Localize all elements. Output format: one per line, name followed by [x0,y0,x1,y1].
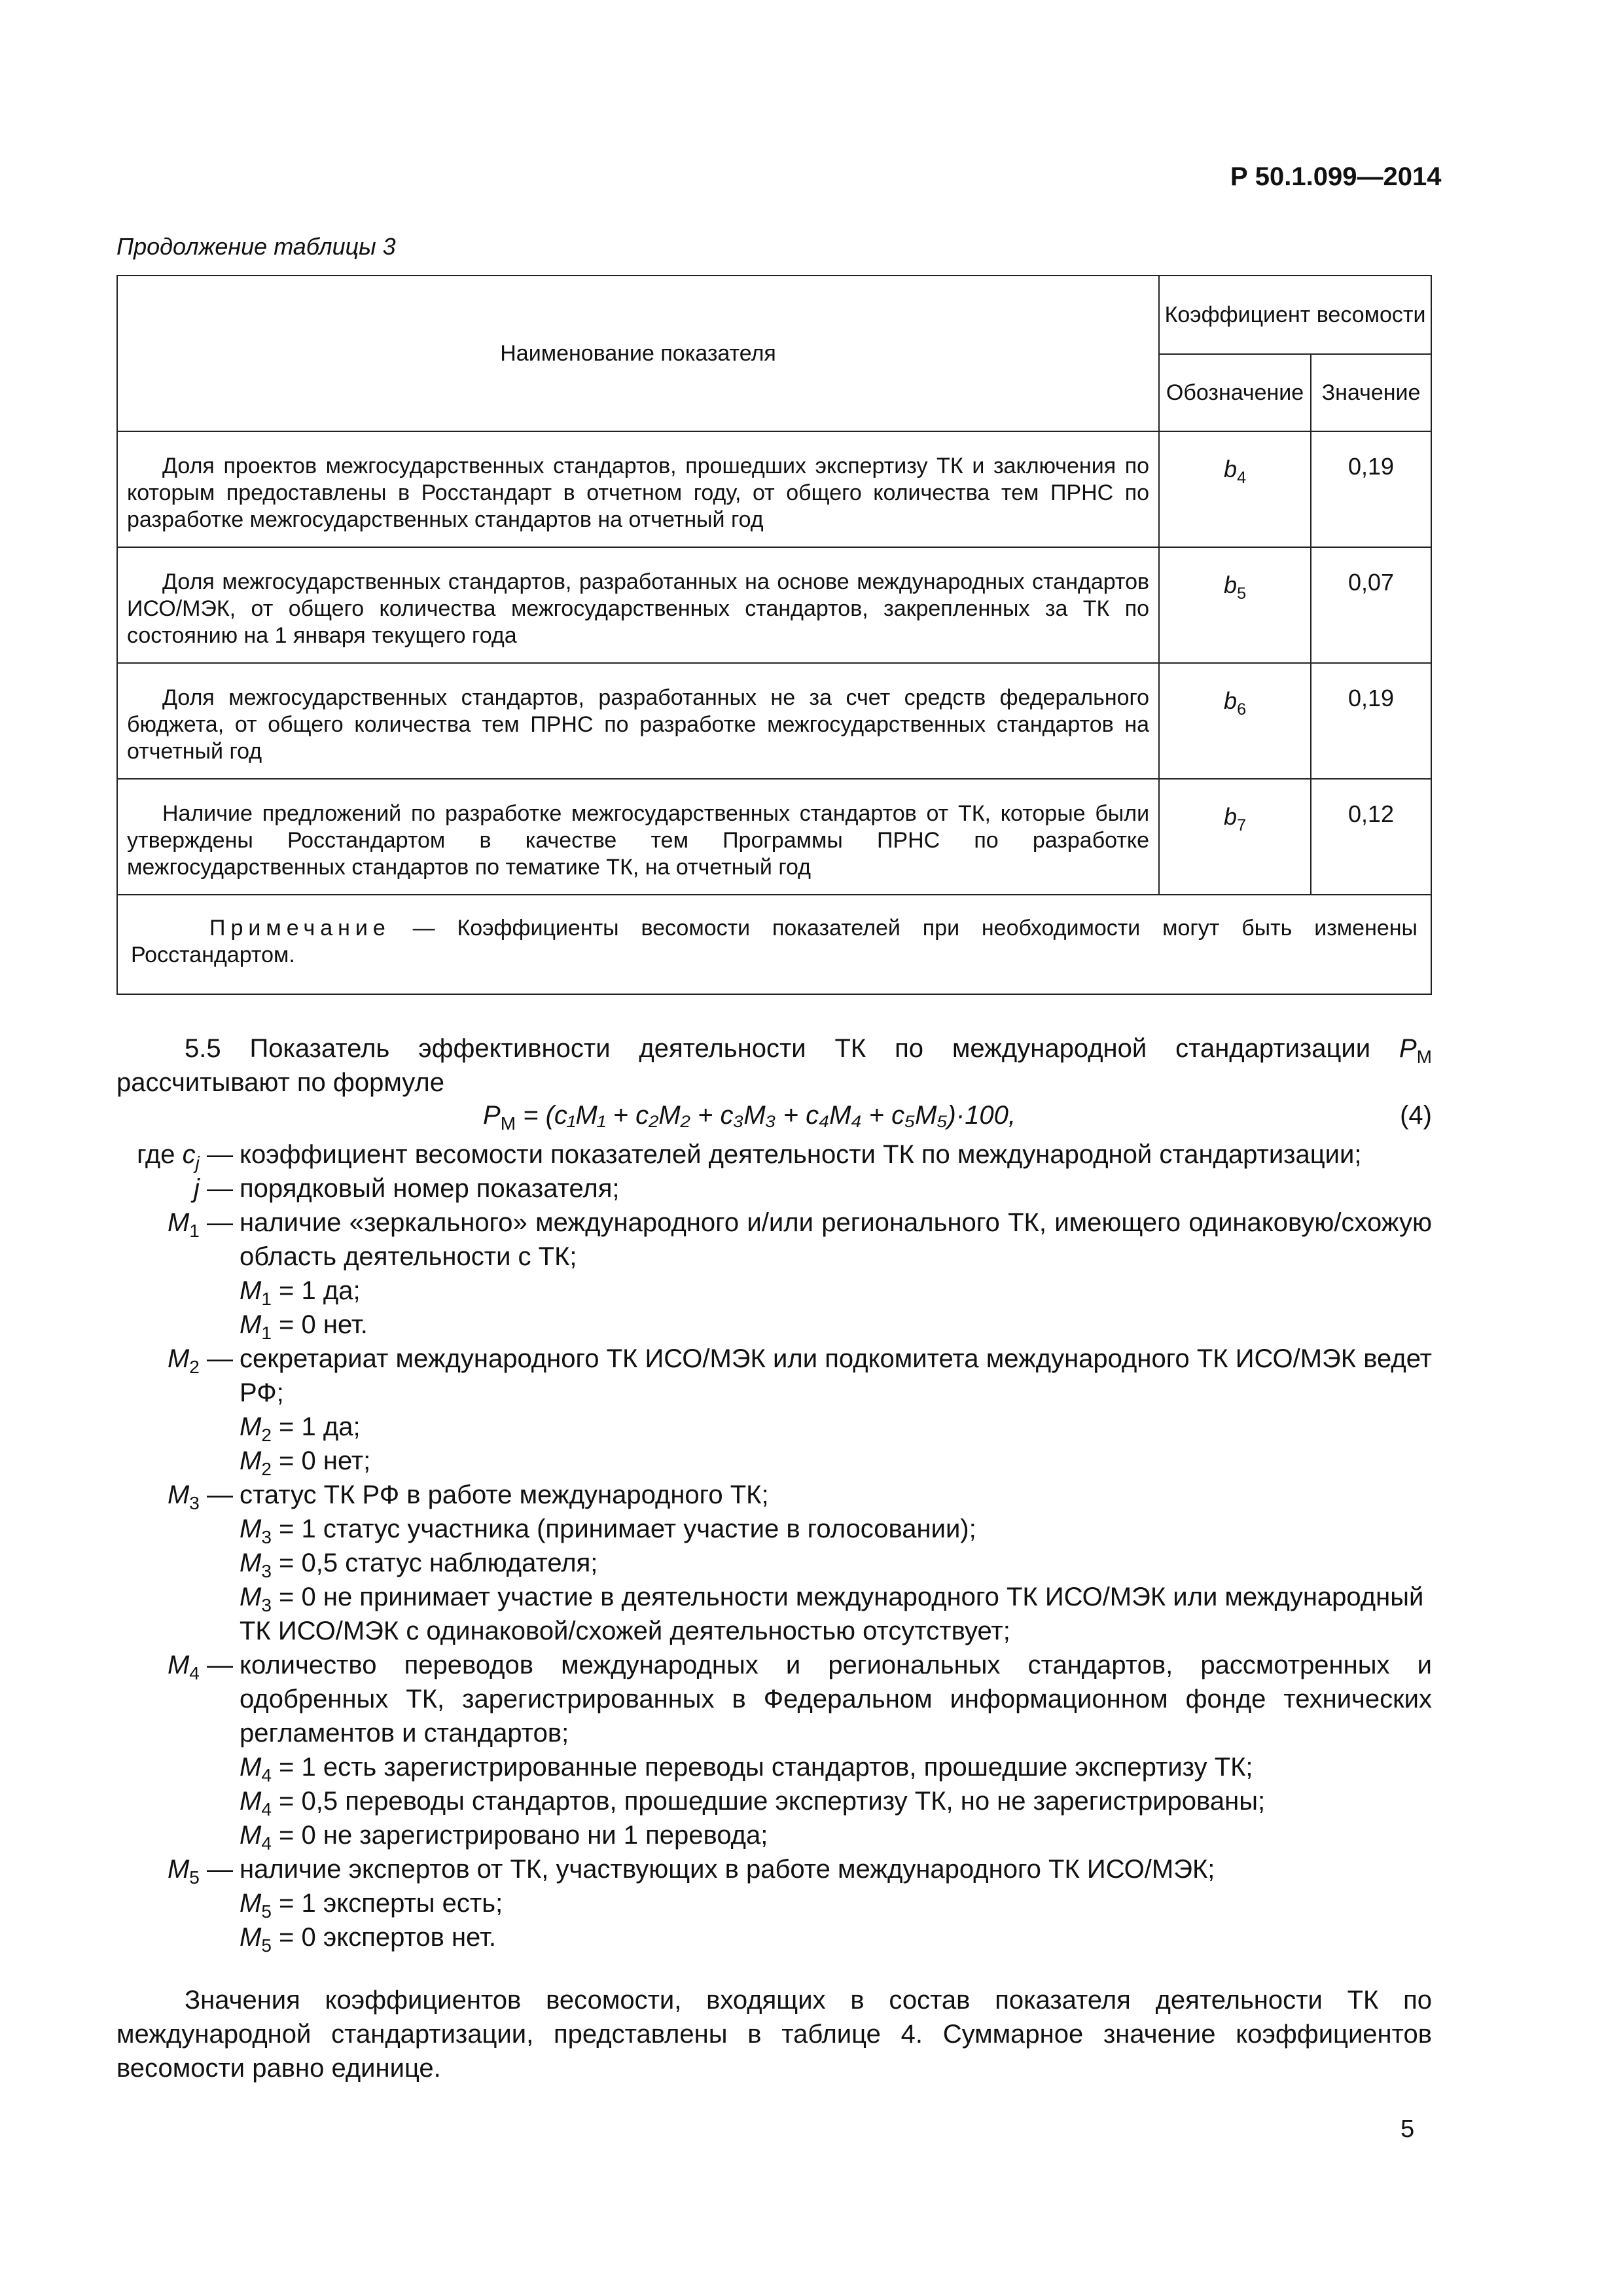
definition-value: $M_4 = 1$ есть зарегистрированные переводы стандартов, прошедшие экспертизу ТК; [240,1753,1253,1785]
definition-item [116,1172,1432,1206]
table-row [117,431,1431,547]
definition-text: наличие экспертов от ТК, участвующих в работе международного ТК ИСО/МЭК; [240,1855,1215,1884]
definition-value: $M_4 = 0$ не зарегистрировано ни 1 перевода; [240,1821,768,1854]
row-value: 0,19 [1311,663,1431,779]
definition-text: количество переводов международных и региональных стандартов, рассмотренных и одобренных ТК, зарегистрированных в Федеральном информационном фонде технических регламентов и стандартов; [240,1651,1432,1748]
table-continuation-caption: Продолжение таблицы 3 [116,233,396,260]
definition-term: $M_5$ — [167,1855,233,1888]
definition-value: $M_3 = 0$ не принимает участие в деятельности международного ТК ИСО/МЭК или международный ТК ИСО/МЭК с одинаковой/схожей деятельностью отсутствует; [240,1583,1424,1645]
definition-value: $M_3 = 1$ статус участника (принимает участие в голосовании); [240,1515,976,1547]
row-indicator-name: Доля межгосударственных стандартов, разработанных на основе международных стандартов ИСО/МЭК, от общего количества межгосударственных стандартов, закрепленных за ТК по состоянию на 1 января текущего года [117,547,1159,663]
definition-item [116,1478,1432,1512]
definition-value: $M_2 = 1$ да; [240,1412,361,1445]
row-value: 0,19 [1311,431,1431,547]
definition-term: $M_4$ — [167,1651,233,1683]
note-label: Примечание [209,916,391,941]
definition-value: $M_2 = 0$ нет; [240,1446,371,1479]
formula-expression: $P_M = (c_1M_1 + c_2M_2 + c_3M_3 + c_4M_4 + c_5M_5)\cdot 100$, [483,1101,1016,1134]
table-row [117,547,1431,663]
definition-term: $M_3$ — [167,1480,233,1513]
header-weight-coefficient: Коэффициент весомости [1159,276,1431,354]
header-symbol: Обозначение [1159,354,1311,431]
header-indicator-name: Наименование показателя [117,276,1159,431]
row-indicator-name: Доля межгосударственных стандартов, разработанных не за счет средств федерального бюджета, от общего количества тем ПРНС по разработке межгосударственных стандартов на отчетный год [117,663,1159,779]
definition-term: $M_1$ — [167,1208,233,1241]
document-code: Р 50.1.099—2014 [1230,162,1442,191]
row-symbol: $b_5$ [1159,547,1311,663]
table-row [117,779,1431,895]
section-intro: 5.5 Показатель эффективности деятельности ТК по международной стандартизации $P_M$ рассчитывают по формуле [116,1034,1432,1097]
table-note-row [117,895,1431,994]
definition-item [116,1648,1432,1750]
definition-item [116,1206,1432,1274]
row-value: 0,12 [1311,779,1431,895]
row-indicator-name: Наличие предложений по разработке межгосударственных стандартов от ТК, которые были утверждены Росстандартом в качестве тем Программы ПРНС по разработке межгосударственных стандартов по тематике ТК, на отчетный год [117,779,1159,895]
definition-text: наличие «зеркального» международного и/или регионального ТК, имеющего одинаковую/схожую область деятельности с ТК; [240,1208,1432,1271]
definition-value: $M_1 = 0$ нет. [240,1310,368,1343]
definition-value: $M_4 = 0,5$ переводы стандартов, прошедшие экспертизу ТК, но не зарегистрированы; [240,1787,1266,1820]
row-symbol: $b_6$ [1159,663,1311,779]
row-symbol: $b_4$ [1159,431,1311,547]
definition-value: $M_3 = 0,5$ статус наблюдателя; [240,1549,598,1581]
definition-text: секретариат международного ТК ИСО/МЭК или подкомитета международного ТК ИСО/МЭК ведет РФ; [240,1344,1432,1407]
definition-text: статус ТК РФ в работе международного ТК; [240,1480,769,1509]
definition-item [116,1138,1432,1172]
definition-value: $M_5 = 0$ экспертов нет. [240,1923,496,1956]
coefficients-table [116,275,1432,995]
page-number: 5 [1400,2115,1415,2143]
row-value: 0,07 [1311,547,1431,663]
row-indicator-name: Доля проектов межгосударственных стандартов, прошедших экспертизу ТК и заключения по которым предоставлены в Росстандарт в отчетном году, от общего количества тем ПРНС по разработке межгосударственных стандартов на отчетный год [117,431,1159,547]
definitions-list [116,1138,1432,1954]
formula-4 [116,1101,1432,1135]
definition-item [116,1342,1432,1410]
definition-text: коэффициент весомости показателей деятельности ТК по международной стандартизации; [240,1140,1362,1169]
definition-term: j — [193,1174,233,1203]
definition-term: где $c_j$ — [137,1140,233,1173]
definition-term: $M_2$ — [167,1344,233,1377]
definition-value: $M_5 = 1$ эксперты есть; [240,1889,503,1922]
row-symbol: $b_7$ [1159,779,1311,895]
definition-item [116,1852,1432,1886]
closing-paragraph: Значения коэффициентов весомости, входящих в состав показателя деятельности ТК по международной стандартизации, представлены в таблице 4. Суммарное значение коэффициентов весомости равно единице. [116,1986,1432,2083]
note-text: — Коэффициенты весомости показателей при необходимости могут быть изменены Росстандартом. [131,916,1418,967]
definition-text: порядковый номер показателя; [240,1174,620,1203]
header-value: Значение [1311,354,1431,431]
definition-value: $M_1 = 1$ да; [240,1276,361,1309]
table-row [117,663,1431,779]
formula-number: (4) [1400,1101,1432,1130]
table-note [117,895,1431,994]
